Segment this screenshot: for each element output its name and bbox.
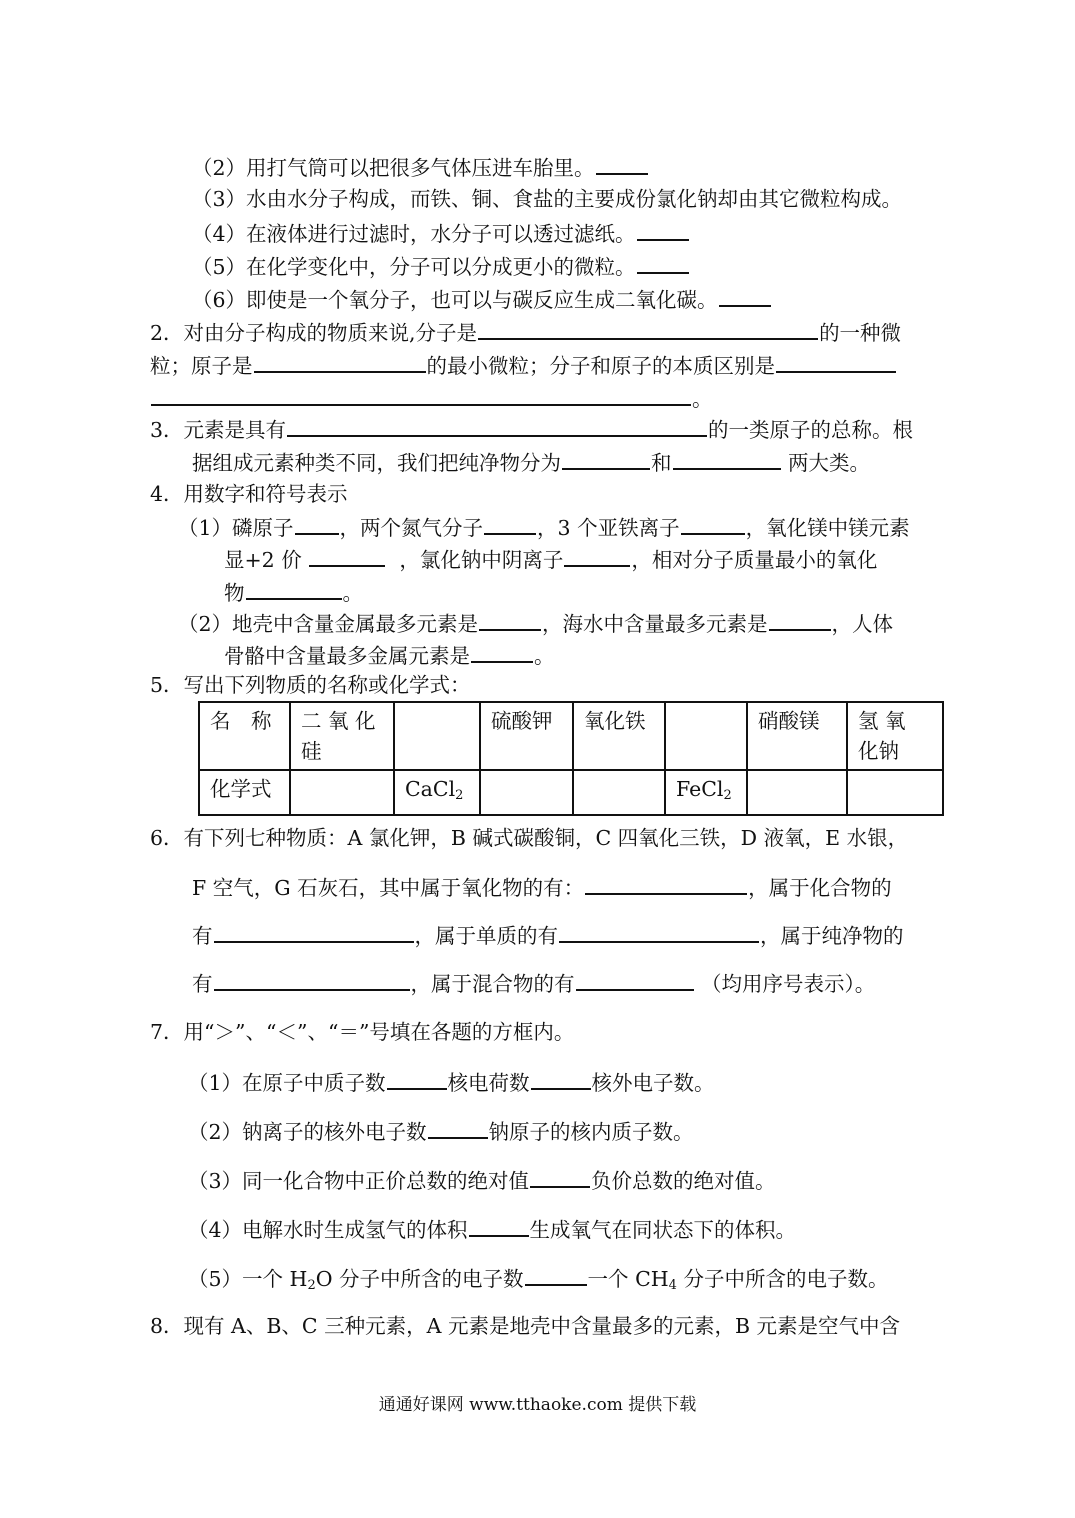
answer-blank[interactable] xyxy=(479,607,541,631)
answer-blank[interactable] xyxy=(387,1066,447,1090)
answer-blank[interactable] xyxy=(531,1066,591,1090)
answer-blank[interactable] xyxy=(246,576,342,600)
answer-blank[interactable] xyxy=(719,283,771,307)
answer-blank[interactable] xyxy=(525,1262,587,1286)
table-cell: CaCl$_2$ xyxy=(394,770,480,815)
q1-item3: （3）水由水分子构成，而铁、铜、食盐的主要成份氯化钠却由其它微粒构成。 xyxy=(192,187,903,211)
answer-blank[interactable] xyxy=(295,511,339,535)
answer-blank[interactable] xyxy=(769,607,831,631)
answer-blank[interactable] xyxy=(151,382,691,406)
answer-blank[interactable] xyxy=(428,1115,488,1139)
q6-line3: 有 ，属于单质的有 ，属于纯净物的 xyxy=(192,919,904,951)
answer-blank[interactable] xyxy=(681,511,745,535)
q7-title: 7．用“＞”、“＜”、“＝”号填在各题的方框内。 xyxy=(150,1020,575,1044)
table-cell: 硝酸镁 xyxy=(747,702,847,770)
q7-item5: （5）一个 $H_2O$ 分子中所含的电子数 一个 $CH_4$ 分子中所含的电子数。 xyxy=(188,1262,888,1301)
table-cell[interactable] xyxy=(665,702,747,770)
table-cell[interactable] xyxy=(847,770,943,815)
answer-blank[interactable] xyxy=(254,349,426,373)
answer-blank[interactable] xyxy=(673,446,781,470)
table-cell[interactable] xyxy=(394,702,480,770)
answer-blank[interactable] xyxy=(478,316,818,340)
answer-blank[interactable] xyxy=(559,919,759,943)
answer-blank[interactable] xyxy=(214,919,414,943)
table-cell[interactable] xyxy=(747,770,847,815)
answer-blank[interactable] xyxy=(596,151,648,175)
q1-item5: （5）在化学变化中，分子可以分成更小的微粒。 xyxy=(192,250,690,282)
q2-line3: 。 xyxy=(150,382,713,414)
answer-blank[interactable] xyxy=(214,967,410,991)
q3-line1: 3．元素是具有 的一类原子的总称。根 xyxy=(150,413,913,445)
q1-item6: （6）即使是一个氧分子，也可以与碳反应生成二氧化碳。 xyxy=(192,283,772,315)
table-cell: 二 氧 化硅 xyxy=(290,702,394,770)
table-cell: 氧化铁 xyxy=(573,702,665,770)
q4-line1: （1）磷原子 ，两个氮气分子 ，3 个亚铁离子 ，氧化镁中镁元素 xyxy=(178,511,910,543)
answer-blank[interactable] xyxy=(469,1213,529,1237)
table-cell: 氢 氧 化钠 xyxy=(847,702,943,770)
table-cell[interactable] xyxy=(480,770,573,815)
q4-title: 4．用数字和符号表示 xyxy=(150,482,348,506)
q6-line1: 6．有下列七种物质：A 氯化钾，B 碱式碳酸铜，C 四氧化三铁，D 液氧，E 水银， xyxy=(150,826,909,850)
answer-blank[interactable] xyxy=(484,511,536,535)
answer-blank[interactable] xyxy=(530,1164,590,1188)
names-formula-table xyxy=(198,701,944,816)
page-footer: 通通好课网 www.tthaoke.com 提供下载 xyxy=(378,1395,697,1415)
answer-blank[interactable] xyxy=(309,543,385,567)
q4-line3: 物 。 xyxy=(224,576,363,608)
q2-line1: 2．对由分子构成的物质来说,分子是 的一种微 xyxy=(150,316,901,348)
answer-blank[interactable] xyxy=(287,413,707,437)
q1-item2: （2）用打气筒可以把很多气体压进车胎里。 xyxy=(192,151,649,183)
table-cell: 名 称 xyxy=(199,702,290,770)
q6-line2: F 空气，G 石灰石，其中属于氧化物的有： ，属于化合物的 xyxy=(192,871,892,903)
answer-blank[interactable] xyxy=(776,349,896,373)
q2-line2: 粒；原子是 的最小微粒；分子和原子的本质区别是 xyxy=(150,349,897,381)
answer-blank[interactable] xyxy=(576,967,694,991)
q1-item4: （4）在液体进行过滤时，水分子可以透过滤纸。 xyxy=(192,217,690,249)
q6-line4: 有 ，属于混合物的有 （均用序号表示）。 xyxy=(192,967,875,999)
answer-blank[interactable] xyxy=(585,871,747,895)
answer-blank[interactable] xyxy=(471,639,533,663)
answer-blank[interactable] xyxy=(562,446,650,470)
q7-item1: （1）在原子中质子数 核电荷数 核外电子数。 xyxy=(188,1066,715,1098)
table-cell[interactable] xyxy=(290,770,394,815)
answer-blank[interactable] xyxy=(637,217,689,241)
answer-blank[interactable] xyxy=(637,250,689,274)
answer-blank[interactable] xyxy=(564,543,630,567)
q3-line2: 据组成元素种类不同，我们把纯净物分为 和 两大类。 xyxy=(192,446,870,478)
q4-line4: （2）地壳中含量金属最多元素是 ，海水中含量最多元素是 ，人体 xyxy=(178,607,893,639)
q4-line2: 显+2 价 ，氯化钠中阴离子 ，相对分子质量最小的氧化 xyxy=(224,543,877,575)
table-row xyxy=(199,702,943,770)
table-cell[interactable] xyxy=(573,770,665,815)
table-row xyxy=(199,770,943,815)
q5-title: 5．写出下列物质的名称或化学式： xyxy=(150,673,471,697)
q7-item3: （3）同一化合物中正价总数的绝对值 负价总数的绝对值。 xyxy=(188,1164,776,1196)
table-cell: FeCl$_2$ xyxy=(665,770,747,815)
q8-line1: 8．现有 A、B、C 三种元素，A 元素是地壳中含量最多的元素，B 元素是空气中含 xyxy=(150,1314,901,1338)
table-cell: 化学式 xyxy=(199,770,290,815)
q7-item4: （4）电解水时生成氢气的体积 生成氧气在同状态下的体积。 xyxy=(188,1213,796,1245)
q7-item2: （2）钠离子的核外电子数 钠原子的核内质子数。 xyxy=(188,1115,694,1147)
table-cell: 硫酸钾 xyxy=(480,702,573,770)
q4-line5: 骨骼中含量最多金属元素是 。 xyxy=(224,639,555,671)
